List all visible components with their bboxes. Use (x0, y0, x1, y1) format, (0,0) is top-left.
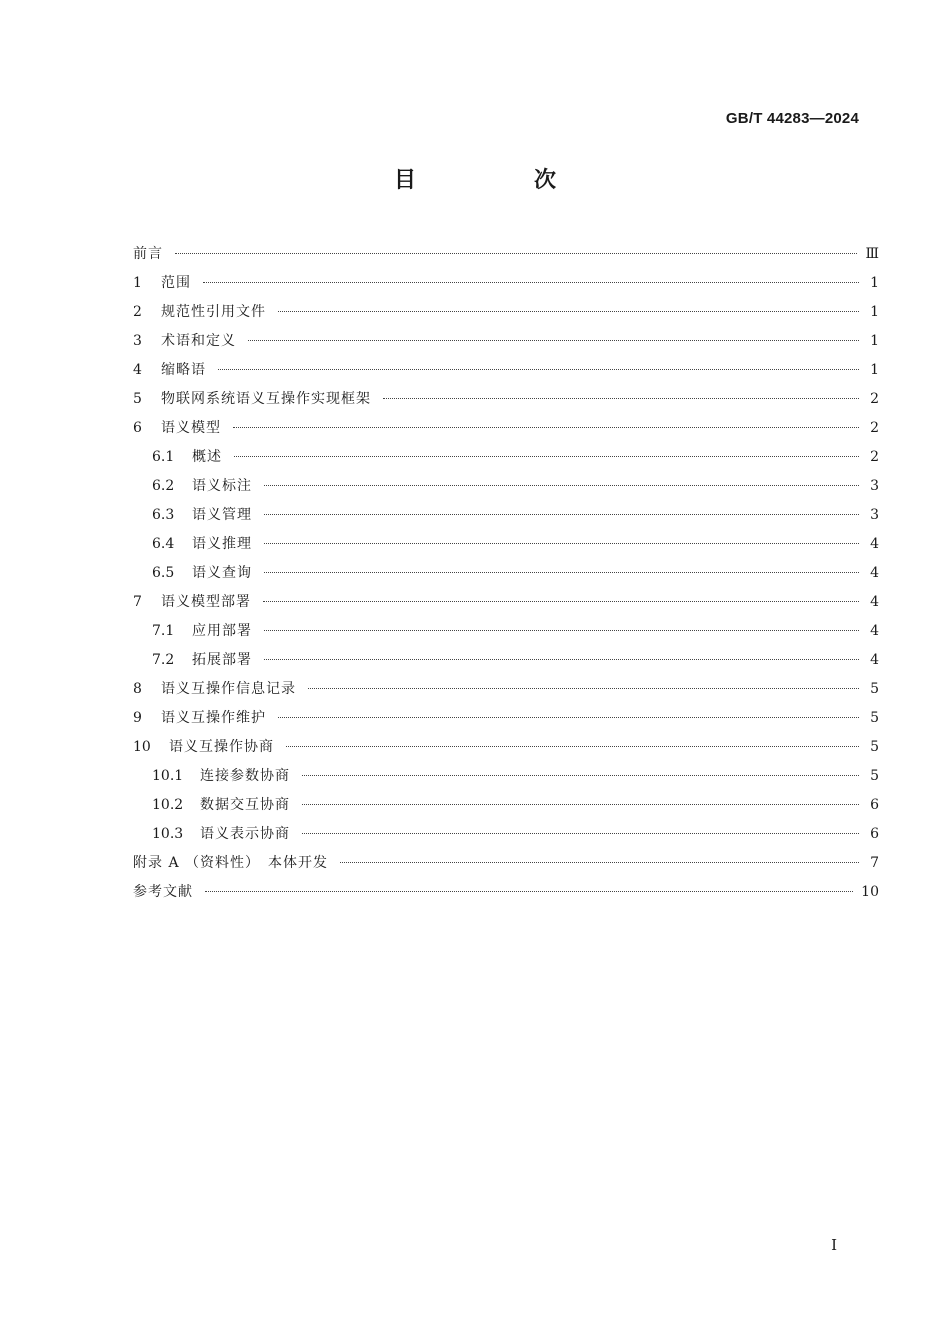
toc-entry-page: 7 (870, 855, 879, 871)
dot-leader (278, 311, 859, 312)
toc-entry-label: 附录 A （资料性） 本体开发 (133, 855, 329, 871)
toc-entry-number: 10 (133, 739, 151, 755)
toc-entry-label: 语义互操作维护 (161, 710, 266, 726)
toc-entry-page: 4 (870, 565, 879, 581)
toc-entry-10[interactable] (133, 733, 879, 762)
toc-entry-page: 1 (870, 275, 879, 291)
dot-leader (302, 833, 859, 834)
toc-entry-page: 5 (870, 739, 879, 755)
dot-leader (264, 630, 859, 631)
toc-entry-label: 语义推理 (192, 536, 252, 552)
toc-entry-5[interactable] (133, 385, 879, 414)
toc-entry-6-5[interactable] (133, 559, 879, 588)
toc-entry-10-2[interactable] (133, 791, 879, 820)
dot-leader (278, 717, 859, 718)
toc-entry-page: 3 (870, 507, 879, 523)
toc-entry-number: 7.2 (152, 652, 175, 668)
toc-entry-label: 参考文献 (133, 884, 193, 900)
toc-entry-label: 概述 (192, 449, 222, 465)
toc-entry-page: 5 (870, 710, 879, 726)
toc-entry-label: 语义模型 (161, 420, 221, 436)
toc-entry-10-3[interactable] (133, 820, 879, 849)
toc-entry-7-2[interactable] (133, 646, 879, 675)
toc-entry-page: 1 (870, 304, 879, 320)
toc-entry-number: 10.3 (152, 826, 184, 842)
dot-leader (205, 891, 853, 892)
toc-entry-7-1[interactable] (133, 617, 879, 646)
toc-entry-number: 6.2 (152, 478, 175, 494)
toc-entry-9[interactable] (133, 704, 879, 733)
toc-entry-number: 2 (133, 304, 142, 320)
dot-leader (302, 775, 859, 776)
toc-entry-label: 语义互操作协商 (169, 739, 274, 755)
toc-entry-page: 4 (870, 623, 879, 639)
dot-leader (264, 659, 859, 660)
toc-entry-label: 术语和定义 (161, 333, 236, 349)
toc-entry-8[interactable] (133, 675, 879, 704)
dot-leader (263, 601, 859, 602)
dot-leader (264, 485, 859, 486)
toc-entry-6[interactable] (133, 414, 879, 443)
toc-entry-preface[interactable] (133, 240, 879, 269)
toc-entry-page: 1 (870, 362, 879, 378)
toc-entry-page: 3 (870, 478, 879, 494)
toc-entry-label: 语义标注 (192, 478, 252, 494)
toc-entry-page: 6 (870, 797, 879, 813)
toc-entry-number: 7.1 (152, 623, 175, 639)
toc-entry-number: 8 (133, 681, 142, 697)
toc-entry-page: 6 (870, 826, 879, 842)
standard-number: GB/T 44283—2024 (725, 110, 859, 127)
toc-entry-6-4[interactable] (133, 530, 879, 559)
dot-leader (248, 340, 859, 341)
toc-entry-page: 5 (870, 768, 879, 784)
toc-entry-label: 语义表示协商 (200, 826, 290, 842)
toc-entry-label: 语义查询 (192, 565, 252, 581)
dot-leader (340, 862, 859, 863)
toc-entry-appendix-a[interactable] (133, 849, 879, 878)
toc-entry-page: 2 (870, 420, 879, 436)
dot-leader (234, 456, 859, 457)
toc-entry-bibliography[interactable] (133, 878, 879, 907)
toc-entry-6-2[interactable] (133, 472, 879, 501)
toc-entry-page: 10 (861, 884, 879, 900)
toc-entry-label: 规范性引用文件 (161, 304, 266, 320)
toc-entry-label: 语义模型部署 (161, 594, 251, 610)
toc-entry-page: 5 (870, 681, 879, 697)
toc-entry-label: 物联网系统语义互操作实现框架 (161, 391, 371, 407)
dot-leader (264, 543, 859, 544)
toc-entry-number: 5 (133, 391, 142, 407)
dot-leader (302, 804, 859, 805)
toc-entry-3[interactable] (133, 327, 879, 356)
toc-entry-label: 连接参数协商 (200, 768, 290, 784)
dot-leader (218, 369, 859, 370)
toc-entry-label: 前言 (133, 246, 163, 262)
dot-leader (175, 253, 857, 254)
toc-entry-number: 6.3 (152, 507, 175, 523)
toc-entry-page: 1 (870, 333, 879, 349)
toc-entry-2[interactable] (133, 298, 879, 327)
dot-leader (308, 688, 859, 689)
toc-entry-1[interactable] (133, 269, 879, 298)
toc-entry-label: 语义管理 (192, 507, 252, 523)
toc-entry-number: 6.5 (152, 565, 175, 581)
toc-entry-number: 1 (133, 275, 142, 291)
toc-entry-label: 语义互操作信息记录 (161, 681, 296, 697)
toc-entry-number: 6.4 (152, 536, 175, 552)
dot-leader (203, 282, 859, 283)
toc-entry-number: 6 (133, 420, 142, 436)
toc-entry-number: 6.1 (152, 449, 175, 465)
toc-entry-number: 4 (133, 362, 142, 378)
table-of-contents (133, 240, 879, 907)
toc-entry-label: 应用部署 (192, 623, 252, 639)
toc-entry-page: 2 (870, 391, 879, 407)
toc-entry-label: 范围 (161, 275, 191, 291)
toc-entry-page: Ⅲ (865, 246, 879, 262)
toc-entry-page: 4 (870, 652, 879, 668)
toc-entry-number: 10.1 (152, 768, 184, 784)
page-title: 目 次 (393, 168, 604, 193)
dot-leader (233, 427, 859, 428)
toc-entry-number: 10.2 (152, 797, 184, 813)
dot-leader (264, 514, 859, 515)
toc-entry-page: 4 (870, 536, 879, 552)
toc-entry-label: 数据交互协商 (200, 797, 290, 813)
toc-entry-number: 3 (133, 333, 142, 349)
dot-leader (286, 746, 859, 747)
toc-entry-6-3[interactable] (133, 501, 879, 530)
page-number: Ⅰ (831, 1236, 837, 1254)
toc-entry-number: 9 (133, 710, 142, 726)
toc-entry-page: 2 (870, 449, 879, 465)
toc-entry-10-1[interactable] (133, 762, 879, 791)
dot-leader (264, 572, 859, 573)
toc-entry-label: 拓展部署 (192, 652, 252, 668)
toc-entry-6-1[interactable] (133, 443, 879, 472)
toc-entry-7[interactable] (133, 588, 879, 617)
toc-entry-number: 7 (133, 594, 142, 610)
toc-entry-4[interactable] (133, 356, 879, 385)
dot-leader (383, 398, 859, 399)
toc-entry-page: 4 (870, 594, 879, 610)
toc-entry-label: 缩略语 (161, 362, 206, 378)
